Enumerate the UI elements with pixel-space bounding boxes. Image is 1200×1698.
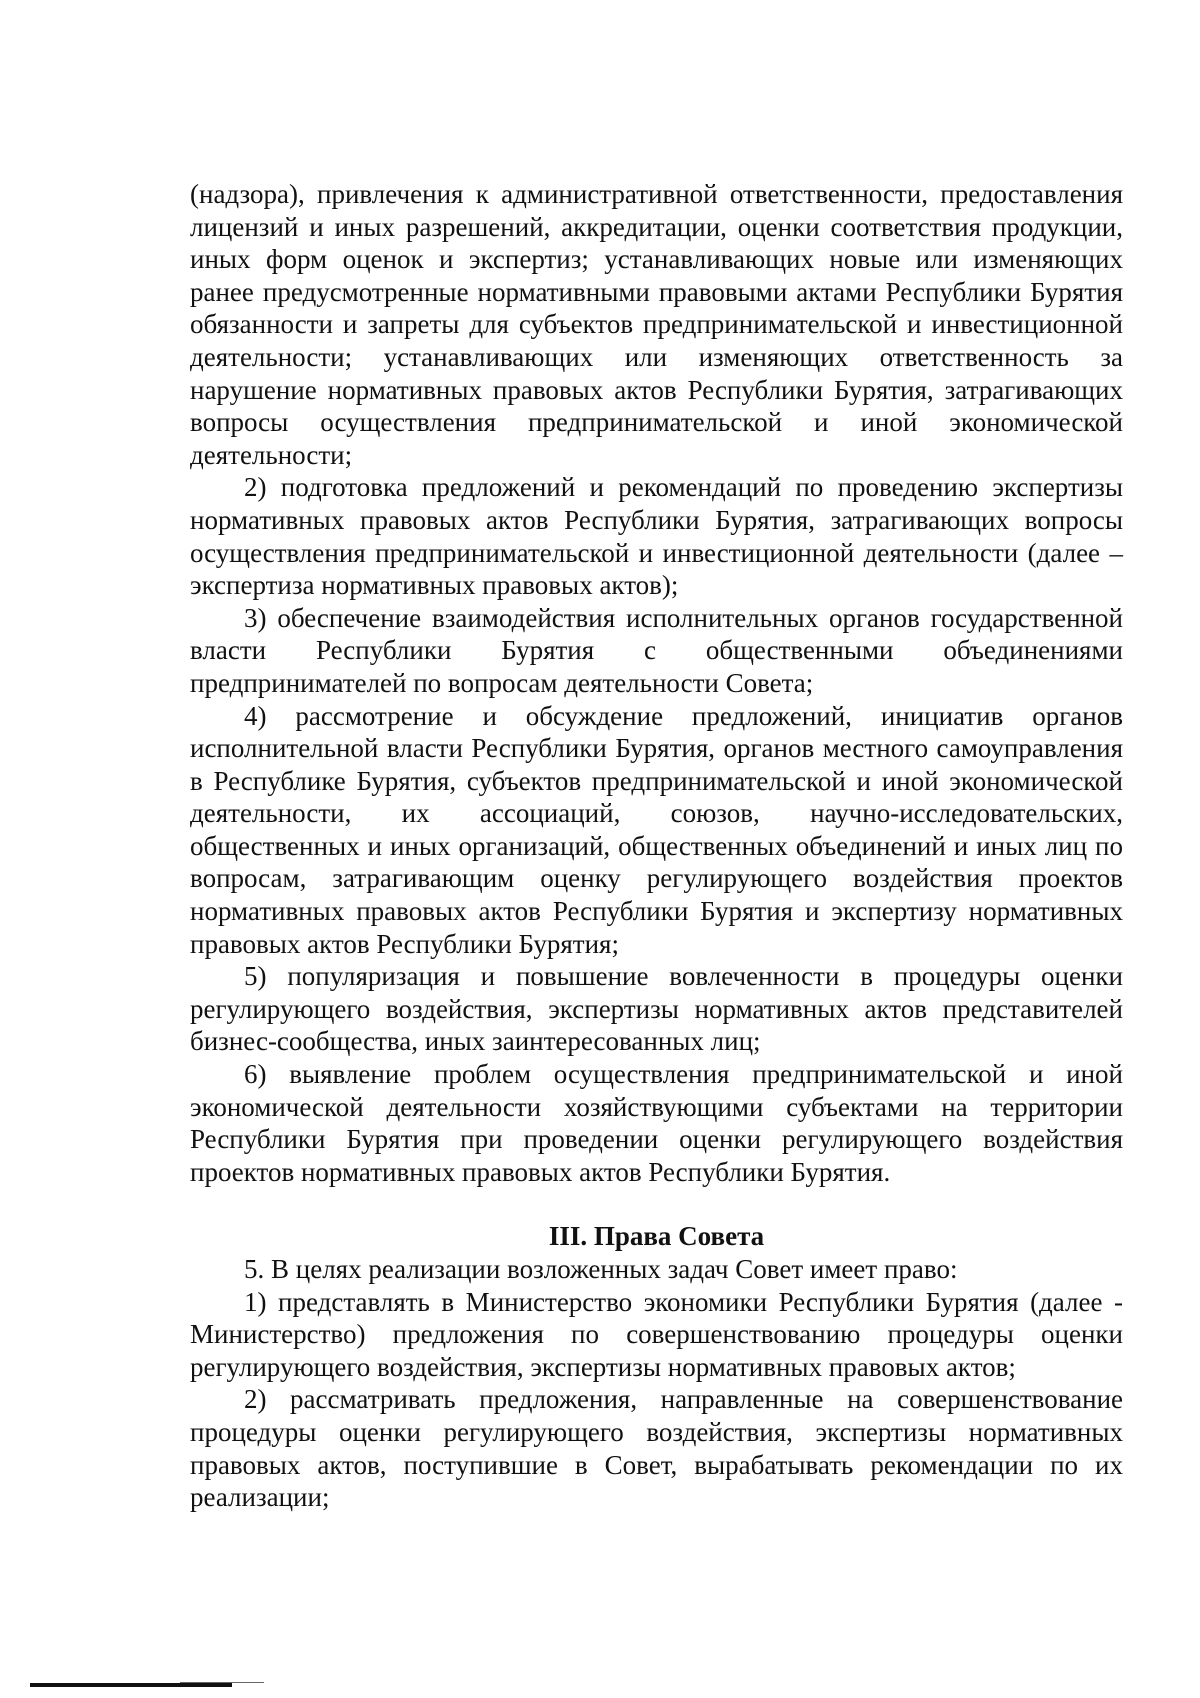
section-heading: III. Права Совета [548, 1221, 765, 1252]
paragraph-item-3: 3) обеспечение взаимодействия исполнительных органов государственной власти Республики Бурятия с общественными объединениями предпринимателей по вопросам деятельности Совета; [190, 602, 1123, 698]
paragraph-item-6: 6) выявление проблем осуществления предпринимательской и иной экономической деятельности хозяйствующими субъектами на территории Республики Бурятия при проведении оценки регулирующего воздействия проектов нормативных правовых актов Республики Бурятия. [190, 1059, 1123, 1187]
paragraph-item-5: 5) популяризация и повышение вовлеченности в процедуры оценки регулирующего воздействия, экспертизы нормативных актов представителей бизнес-сообщества, иных заинтересованных лиц; [190, 961, 1123, 1057]
paragraph-item-2: 2) подготовка предложений и рекомендаций по проведению экспертизы нормативных правовых актов Республики Бурятия, затрагивающих вопросы осуществления предпринимательской и инвестиционной деятельности (далее – экспертиза нормативных правовых актов); [190, 472, 1123, 601]
paragraph-item-4: 4) рассмотрение и обсуждение предложений, инициатив органов исполнительной власти Республики Бурятия, органов местного самоуправления в Республике Бурятия, субъектов предпринимательской и иной экономической деятельности, их ассоциаций, союзов, научно-исследовательских, общественных и иных организаций, общественных объединений и иных лиц по вопросам, затрагивающим оценку регулирующего воздействия проектов нормативных правовых актов Республики Бурятия и экспертизу нормативных правовых актов Республики Бурятия; [190, 700, 1123, 959]
right-item-1: 1) представлять в Министерство экономики Республики Бурятия (далее - Министерство) предложения по совершенствованию процедуры оценки регулирующего воздействия, экспертизы нормативных правовых актов; [190, 1286, 1123, 1382]
paragraph-continuation: (надзора), привлечения к административной ответственности, предоставления лицензий и иных разрешений, аккредитации, оценки соответствия продукции, иных форм оценок и экспертиз; устанавливающих новые или изменяющих ранее предусмотренные нормативными правовыми актами Республики Бурятия обязанности и запреты для субъектов предпринимательской и инвестиционной деятельности; устанавливающих или изменяющих ответственность за нарушение нормативных правовых актов Республики Бурятия, затрагивающих вопросы осуществления предпринимательской и иной экономической деятельности; [190, 179, 1123, 470]
scan-edge-line [30, 1683, 232, 1687]
right-item-2: 2) рассматривать предложения, направленные на совершенствование процедуры оценки регулирующего воздействия, экспертизы нормативных правовых актов, поступившие в Совет, вырабатывать рекомендации по их реализации; [190, 1384, 1123, 1513]
section-intro-paragraph: 5. В целях реализации возложенных задач Совет имеет право: [244, 1254, 958, 1284]
document-page [190, 178, 1123, 1514]
